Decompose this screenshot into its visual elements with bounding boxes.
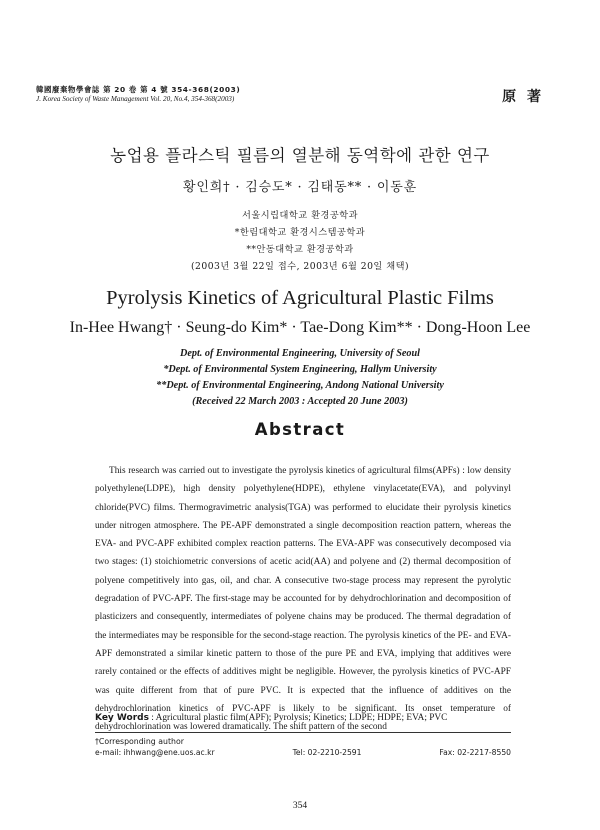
korean-affiliation-2: *한림대학교 환경시스템공학과 — [234, 227, 366, 238]
korean-authors: 황인희† · 김승도* · 김태동** · 이동훈 — [183, 180, 417, 195]
keywords — [95, 713, 447, 723]
korean-title: 농업용 플라스틱 필름의 열분해 동역학에 관한 연구 — [110, 146, 490, 165]
korean-received-dates: (2003년 3월 22일 접수, 2003년 6월 20일 채택) — [190, 261, 410, 272]
contact-line — [95, 748, 511, 757]
korean-affiliation-3: **안동대학교 환경공학과 — [246, 244, 354, 255]
email: e-mail: ihhwang@ene.uos.ac.kr — [95, 748, 215, 757]
journal-header-english: J. Korea Society of Waste Management Vol. 20, No.4, 354-368(2003) — [36, 95, 235, 103]
article-type-badge: 原 著 — [502, 89, 544, 105]
footnote-divider — [95, 732, 511, 733]
english-affiliation-3: **Dept. of Environmental Engineering, Andong National University — [156, 380, 444, 391]
abstract-heading: Abstract — [254, 420, 346, 439]
english-affiliation-2: *Dept. of Environmental System Engineering, Hallym University — [163, 364, 437, 375]
keywords-label: Key Words — [95, 713, 149, 723]
page-number: 354 — [292, 801, 308, 811]
telephone: Tel: 02-2210-2591 — [292, 748, 362, 757]
corresponding-author-note: †Corresponding author — [95, 737, 184, 746]
journal-header-korean: 韓國廢棄物學會誌 第 20 卷 第 4 號 354-368(2003) — [36, 85, 241, 94]
keywords-text: : Agricultural plastic film(APF); Pyrolysis; Kinetics; LDPE; HDPE; EVA; PVC — [148, 713, 448, 723]
english-affiliation-1: Dept. of Environmental Engineering, University of Seoul — [180, 348, 420, 359]
english-authors: In-Hee Hwang† · Seung-do Kim* · Tae-Dong Kim** · Dong-Hoon Lee — [69, 319, 531, 336]
abstract-text: This research was carried out to investigate the pyrolysis kinetics of agricultural films(APFs) : low density polyethylene(LDPE), high density polyethylene(HDPE), ethylene vinylacetate(EVA), and polyvinyl chloride(PVC) films. Thermogravimetric analysis(TGA) was performed to elucidate their pyrolysis kinetics under nitrogen atmosphere. The PE-APF demonstrated a single decomposition reaction pattern, whereas the EVA- and PVC-APF exhibited complex reaction patterns. The EVA-APF was consecutively decomposed via two stages: (1) stoichiometric conversions of acetic acid(AA) and polyene and (2) thermal decomposition of polyene competitively into gas, oil, and char. A consecutive two-stage process may represent the pyrolytic degradation of PVC-APF. The first-stage may be accounted for by dehydrochlorination and decomposition of plasticizers and consequently, intermediates of polyene chains may be produced. The thermal degradation of the intermediates may be responsible for the second-stage reaction. The pyrolysis kinetics of the PE- and EVA-APF demonstrated a similar kinetic pattern to those of the pure PE and EVA, implying that additives were rarely contained or the effects of additives might be negligible. However, the pyrolysis kinetics of PVC-APF was quite different from that of pure PVC. It is expected that the influence of additives on the dehydrochlorination kinetics of PVC-APF is likely to be significant. Its onset temperature of dehydrochlorination was lowered dramatically. The shift pattern of the second — [95, 466, 511, 733]
fax: Fax: 02-2217-8550 — [439, 748, 511, 757]
english-received-dates: (Received 22 March 2003 : Accepted 20 June 2003) — [192, 396, 408, 407]
english-title: Pyrolysis Kinetics of Agricultural Plastic Films — [106, 287, 494, 309]
korean-affiliation-1: 서울시립대학교 환경공학과 — [242, 210, 358, 221]
